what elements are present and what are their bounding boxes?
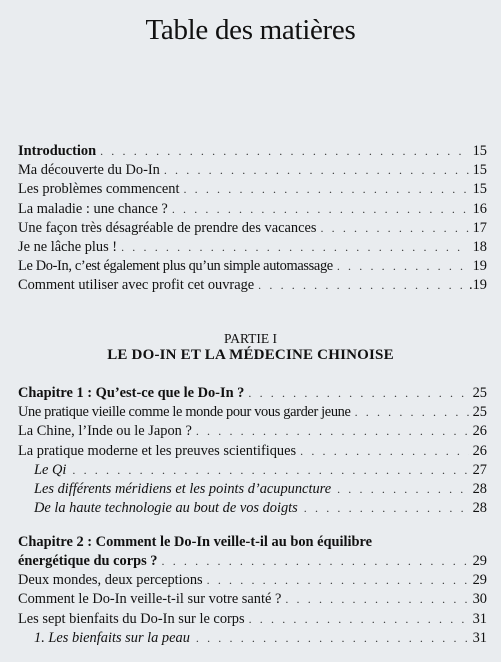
- toc-entry[interactable]: [18, 590, 487, 609]
- dot-leader: [355, 403, 469, 422]
- toc-entry[interactable]: [18, 571, 487, 590]
- part-title: LE DO-IN ET LA MÉDECINE CHINOISE: [107, 347, 394, 363]
- dot-leader: [162, 552, 469, 571]
- dot-leader: [183, 180, 469, 199]
- toc-subentry[interactable]: [18, 461, 487, 480]
- toc-entry[interactable]: [18, 161, 487, 180]
- toc-chapter-entry[interactable]: [18, 384, 487, 403]
- toc-entry-label: Les problèmes commencent: [18, 181, 180, 198]
- toc-page-number: 15: [472, 143, 487, 159]
- dot-leader: [337, 480, 469, 499]
- toc-page-number: 31: [472, 610, 487, 627]
- toc-page-number: 26: [472, 442, 487, 459]
- toc-entry-label: Comment utiliser avec profit cet ouvrage: [18, 277, 255, 294]
- toc-entry-label: Le Qi: [34, 461, 67, 478]
- dot-leader: [207, 571, 469, 590]
- toc-page-number: 28: [472, 500, 487, 517]
- dot-leader: [320, 219, 469, 238]
- toc-entry[interactable]: [18, 610, 487, 629]
- toc-page-number: 29: [472, 553, 487, 569]
- toc-entry-label: Une pratique vieille comme le monde pour vous garder jeune: [18, 404, 351, 421]
- toc-page-number: 26: [472, 423, 487, 440]
- dot-leader: [121, 238, 469, 257]
- toc-entry[interactable]: [18, 403, 487, 422]
- toc-entry-label: Introduction: [18, 143, 97, 159]
- dot-leader: [285, 590, 469, 609]
- chapter2-title-line2: énergétique du corps ?: [18, 553, 158, 569]
- toc-entry-label: Le Do-In, c’est également plus qu’un simple automassage: [18, 258, 333, 275]
- toc-page-number: 25: [472, 404, 487, 421]
- toc-entry[interactable]: [18, 422, 487, 441]
- toc-page-number: 19: [472, 258, 487, 275]
- dot-leader: [164, 161, 469, 180]
- toc-entry[interactable]: [18, 442, 487, 461]
- dot-leader: [100, 142, 469, 161]
- toc-page-number: 27: [472, 461, 487, 478]
- part-label: PARTIE I: [223, 331, 278, 346]
- toc-entry-label: Chapitre 1 : Qu’est-ce que le Do-In ?: [18, 385, 245, 401]
- toc-entry[interactable]: [18, 180, 487, 199]
- dot-leader: [249, 610, 469, 629]
- toc-page-number: 15: [472, 162, 487, 179]
- toc-page-number: 25: [472, 385, 487, 401]
- toc-page-number: 28: [472, 480, 487, 497]
- page-title: Table des matières: [145, 14, 356, 46]
- toc-entry-label: Deux mondes, deux perceptions: [18, 572, 203, 589]
- toc-subentry[interactable]: [18, 499, 487, 518]
- dot-leader: [337, 257, 469, 276]
- toc-entry-label: Ma découverte du Do-In: [18, 162, 160, 179]
- toc-entry[interactable]: [18, 238, 487, 257]
- chapter1-section: [18, 384, 487, 518]
- toc-page-number: 16: [472, 200, 487, 217]
- toc-entry-label: 1. Les bienfaits sur la peau: [34, 629, 190, 646]
- dot-leader: [304, 499, 469, 518]
- intro-section: [18, 142, 487, 296]
- toc-entry-label: De la haute technologie au bout de vos doigts: [34, 500, 298, 517]
- toc-entry-label: La pratique moderne et les preuves scientifiques: [18, 442, 297, 459]
- toc-page-number: 15: [472, 181, 487, 198]
- toc-page-number: 30: [472, 591, 487, 608]
- dot-leader: [172, 200, 469, 219]
- dot-leader: [258, 276, 467, 295]
- chapter2-section: [18, 533, 487, 648]
- toc-entry[interactable]: [18, 142, 487, 161]
- toc-entry[interactable]: [18, 200, 487, 219]
- toc-entry-label: La maladie : une chance ?: [18, 200, 168, 217]
- toc-subentry[interactable]: [18, 480, 487, 499]
- toc-entry-label: Une façon très désagréable de prendre des vacances: [18, 219, 317, 236]
- toc-page-number: 18: [472, 238, 487, 255]
- toc-subentry[interactable]: [18, 629, 487, 648]
- dot-leader: [248, 384, 469, 403]
- toc-entry[interactable]: [18, 257, 487, 276]
- toc-entry[interactable]: [18, 276, 487, 295]
- toc-entry-label: Les différents méridiens et les points d’acupuncture: [34, 480, 332, 497]
- toc-entry-label: Je ne lâche plus !: [18, 238, 118, 255]
- toc-page-number: 17: [472, 219, 487, 236]
- dot-leader: [72, 461, 469, 480]
- dot-leader: [196, 629, 469, 648]
- toc-page-number: .19: [469, 277, 487, 294]
- chapter2-title-line1[interactable]: Chapitre 2 : Comment le Do-In veille-t-il au bon équilibre: [18, 534, 373, 550]
- toc-entry-label: La Chine, l’Inde ou le Japon ?: [18, 423, 192, 440]
- toc-chapter-entry[interactable]: [18, 552, 487, 571]
- toc-entry[interactable]: [18, 219, 487, 238]
- dot-leader: [300, 442, 469, 461]
- dot-leader: [196, 422, 469, 441]
- toc-entry-label: Comment le Do-In veille-t-il sur votre santé ?: [18, 591, 282, 608]
- toc-entry-label: Les sept bienfaits du Do-In sur le corps: [18, 610, 245, 627]
- toc-page-number: 31: [472, 629, 487, 646]
- toc-page-number: 29: [472, 572, 487, 589]
